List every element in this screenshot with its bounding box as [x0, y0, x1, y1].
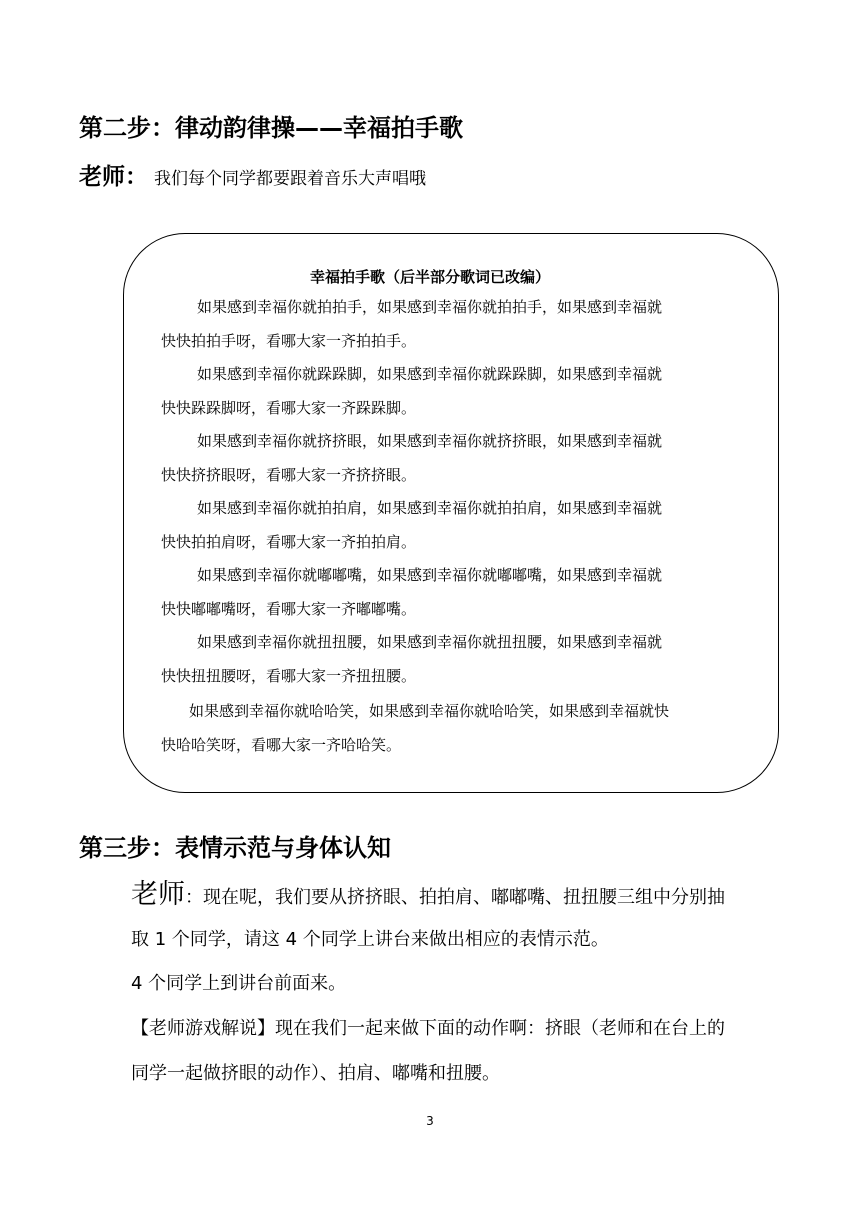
number: 4: [285, 929, 298, 950]
verse-line: 快快跺跺脚呀，看哪大家一齐跺跺脚。: [161, 399, 417, 417]
verse-line: 如果感到幸福你就哈哈笑，如果感到幸福你就哈哈笑，如果感到幸福就快: [189, 702, 670, 720]
verse-line: 快快扭扭腰呀，看哪大家一齐扭扭腰。: [161, 667, 417, 685]
lyrics-verse: [161, 625, 741, 693]
lyrics-verse: [161, 424, 741, 492]
number: 4: [131, 973, 143, 994]
verse-line: 如果感到幸福你就拍拍手，如果感到幸福你就拍拍手，如果感到幸福就: [197, 298, 663, 316]
verse-line: 快哈哈笑呀，看哪大家一齐哈哈笑。: [161, 736, 402, 754]
page-number: 3: [426, 1114, 434, 1128]
teacher-line-part: 个同学上讲台来做出相应的表情示范。: [297, 929, 609, 950]
verse-line: 如果感到幸福你就拍拍肩，如果感到幸福你就拍拍肩，如果感到幸福就: [197, 499, 663, 517]
teacher-colon: ：: [185, 887, 203, 908]
verse-line: 快快嘟嘟嘴呀，看哪大家一齐嘟嘟嘴。: [161, 600, 417, 618]
step3-paragraph-2: [131, 961, 803, 1006]
teacher-line: 现在呢，我们要从挤挤眼、拍拍肩、嘟嘟嘴、扭扭腰三组中分别抽: [203, 887, 725, 908]
teacher-label: 老师: [131, 879, 185, 910]
step3-heading: 第三步：表情示范与身体认知: [79, 834, 391, 862]
verse-line: 快快拍拍肩呀，看哪大家一齐拍拍肩。: [161, 533, 417, 551]
paragraph-line: 【老师游戏解说】现在我们一起来做下面的动作啊：挤眼（老师和在台上的: [131, 1018, 725, 1039]
lyrics-verse: [161, 491, 741, 559]
verse-line: 如果感到幸福你就嘟嘟嘴，如果感到幸福你就嘟嘟嘴，如果感到幸福就: [197, 566, 663, 584]
paragraph-text: 个同学上到讲台前面来。: [142, 973, 347, 994]
lyrics-verse: [161, 290, 741, 358]
step2-heading: 第二步：律动韵律操——幸福拍手歌: [79, 114, 463, 142]
lyrics-title: 幸福拍手歌（后半部分歌词已改编）: [309, 268, 550, 286]
step2-teacher-line: [79, 158, 426, 191]
number: 1: [154, 929, 167, 950]
teacher-line-part: 个同学，请这: [166, 929, 286, 950]
verse-line: 如果感到幸福你就挤挤眼，如果感到幸福你就挤挤眼，如果感到幸福就: [197, 432, 663, 450]
teacher-label: 老师：: [79, 164, 148, 190]
verse-line: 快快拍拍手呀，看哪大家一齐拍拍手。: [161, 332, 417, 350]
verse-line: 如果感到幸福你就扭扭腰，如果感到幸福你就扭扭腰，如果感到幸福就: [197, 633, 663, 651]
lyrics-verse: [161, 357, 741, 425]
teacher-text: 我们每个同学都要跟着音乐大声唱哦: [154, 169, 426, 189]
teacher-line-part: 取: [131, 929, 155, 950]
step3-paragraph-3: [131, 1006, 803, 1096]
step3-teacher-paragraph: [131, 872, 803, 962]
paragraph-line: 同学一起做挤眼的动作）、拍肩、嘟嘴和扭腰。: [131, 1063, 500, 1084]
lyrics-verse: [161, 558, 741, 626]
lyrics-verse: [161, 694, 741, 762]
verse-line: 快快挤挤眼呀，看哪大家一齐挤挤眼。: [161, 466, 417, 484]
verse-line: 如果感到幸福你就跺跺脚，如果感到幸福你就跺跺脚，如果感到幸福就: [197, 365, 663, 383]
